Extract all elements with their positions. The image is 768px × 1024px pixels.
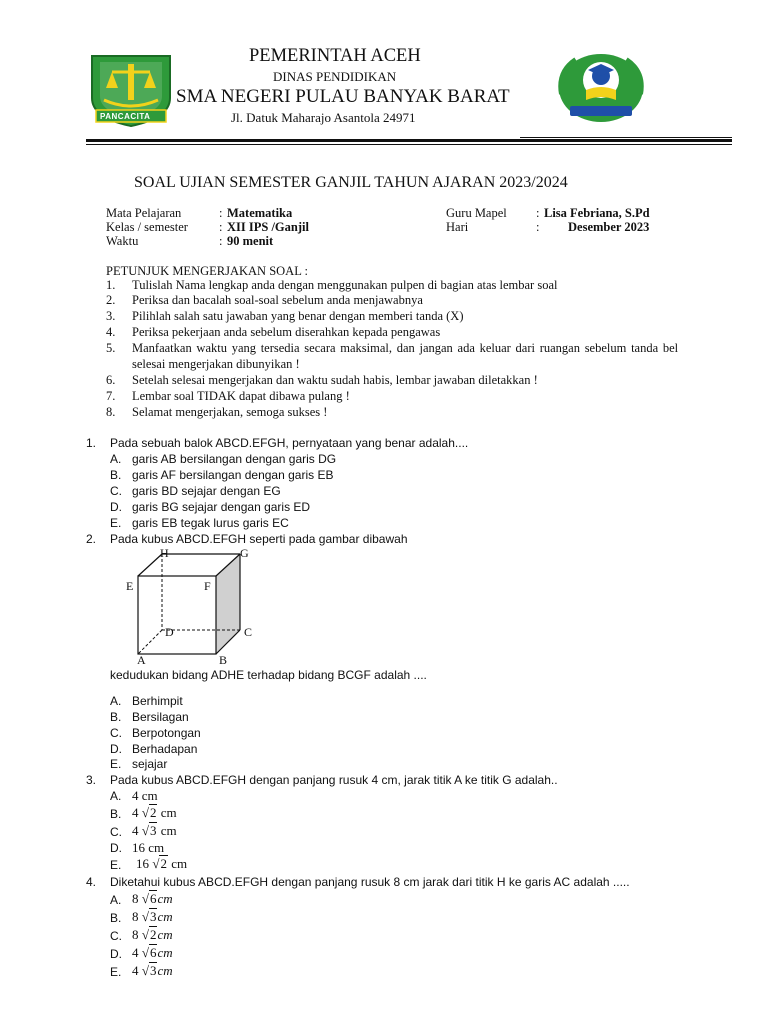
sqrt-sign: √	[141, 823, 149, 838]
question-text: Pada kubus ABCD.EFGH seperti pada gambar dibawah	[110, 532, 408, 546]
option-radicand: 2	[160, 856, 167, 871]
option-text	[132, 945, 173, 961]
header-rule-bottom	[86, 144, 732, 145]
option-radicand: 3	[149, 963, 157, 978]
option-text	[132, 963, 173, 979]
option-letter[interactable]: B.	[110, 710, 122, 724]
day-colon: :	[536, 220, 540, 234]
instruction-item: Lembar soal TIDAK dapat dibawa pulang !	[132, 389, 350, 403]
school-name: SMA NEGERI PULAU BANYAK BARAT	[176, 86, 510, 107]
option-text: garis BG sejajar dengan garis ED	[132, 500, 311, 514]
instruction-item: Periksa dan bacalah soal-soal sebelum anda menjawabnya	[132, 293, 423, 307]
teacher-label: Guru Mapel	[446, 206, 507, 220]
school-logo	[556, 50, 646, 126]
option-radicand: 6	[149, 945, 157, 960]
sqrt-sign: √	[141, 909, 149, 924]
cube-vertex-label: A	[137, 653, 146, 667]
instruction-number: 8.	[106, 405, 116, 419]
option-coefficient: 8	[132, 909, 139, 924]
option-radicand: 6	[149, 891, 157, 906]
cube-vertex-label: F	[204, 579, 211, 593]
exam-title: SOAL UJIAN SEMESTER GANJIL TAHUN AJARAN 2023/2024	[134, 174, 568, 191]
sqrt-sign: √	[141, 891, 149, 906]
option-unit: cm	[157, 823, 177, 838]
option-unit: cm	[157, 927, 173, 942]
cube-vertex-label: H	[160, 546, 169, 560]
option-text	[132, 927, 173, 943]
header-rule-thin	[520, 137, 732, 138]
subject-colon: :	[219, 206, 223, 220]
subject-value: Matematika	[227, 206, 293, 220]
instruction-item: Manfaatkan waktu yang tersedia secara maksimal, dan jangan ada keluar dari ruangan sebelum tanda bel	[132, 341, 679, 355]
option-letter[interactable]: B.	[110, 468, 122, 482]
instruction-number: 1.	[106, 278, 116, 292]
option-letter[interactable]: A.	[110, 893, 122, 907]
instruction-item: Periksa pekerjaan anda sebelum diserahkan kepada pengawas	[132, 325, 441, 339]
option-letter[interactable]: E.	[110, 858, 122, 872]
option-radicand: 3	[149, 823, 157, 838]
option-letter[interactable]: C.	[110, 825, 122, 839]
subject-label: Mata Pelajaran	[106, 206, 182, 220]
header-rule-thick	[86, 139, 732, 142]
time-colon: :	[219, 234, 223, 248]
letterhead-line1: PEMERINTAH ACEH	[249, 46, 421, 66]
letterhead-line2: DINAS PENDIDIKAN	[273, 69, 397, 84]
question-number: 2.	[86, 532, 97, 546]
option-unit: cm	[157, 963, 173, 978]
sqrt-sign: √	[152, 856, 160, 871]
option-text: garis AB bersilangan dengan garis DG	[132, 452, 337, 466]
option-coefficient: 8	[132, 891, 139, 906]
option-text: garis AF bersilangan dengan garis EB	[132, 468, 334, 482]
teacher-value: Lisa Febriana, S.Pd	[544, 206, 650, 220]
option-letter[interactable]: B.	[110, 911, 122, 925]
instruction-item-continued: selesai mengerjakan dibunyikan !	[132, 357, 300, 371]
option-text	[132, 788, 158, 804]
question-text: Pada kubus ABCD.EFGH dengan panjang rusuk 4 cm, jarak titik A ke titik G adalah..	[110, 773, 558, 787]
instruction-item: Setelah selesai mengerjakan dan waktu sudah habis, lembar jawaban diletakkan !	[132, 373, 538, 387]
option-unit: cm	[157, 891, 173, 906]
option-letter[interactable]: A.	[110, 452, 122, 466]
instruction-number: 3.	[106, 309, 116, 323]
option-letter[interactable]: B.	[110, 807, 122, 821]
option-letter[interactable]: D.	[110, 742, 122, 756]
cube-vertex-label: C	[244, 625, 253, 639]
option-unit: cm	[157, 805, 177, 820]
cube-figure	[120, 546, 270, 668]
option-coefficient: 16	[136, 856, 149, 871]
sqrt-sign: √	[141, 805, 149, 820]
option-letter[interactable]: E.	[110, 516, 122, 530]
time-label: Waktu	[106, 234, 139, 248]
option-text: garis BD sejajar dengan EG	[132, 484, 281, 498]
option-coefficient: 8	[132, 927, 139, 942]
option-text: Bersilagan	[132, 710, 189, 724]
option-letter[interactable]: E.	[110, 757, 122, 771]
instruction-item: Pilihlah salah satu jawaban yang benar dengan memberi tanda (X)	[132, 309, 464, 323]
option-letter[interactable]: C.	[110, 726, 122, 740]
option-text: garis EB tegak lurus garis EC	[132, 516, 289, 530]
class-value: XII IPS /Ganjil	[227, 220, 309, 234]
option-text	[136, 856, 187, 872]
option-letter[interactable]: D.	[110, 500, 122, 514]
question-number: 4.	[86, 875, 97, 889]
instruction-number: 7.	[106, 389, 116, 403]
cube-vertex-label: E	[126, 579, 134, 593]
cube-vertex-label: G	[240, 546, 249, 560]
sqrt-sign: √	[141, 927, 149, 942]
sqrt-sign: √	[141, 963, 149, 978]
option-coefficient: 4	[132, 823, 139, 838]
instruction-number: 2.	[106, 293, 116, 307]
class-label: Kelas / semester	[106, 220, 188, 234]
option-text: Berhadapan	[132, 742, 198, 756]
question-text: Pada sebuah balok ABCD.EFGH, pernyataan yang benar adalah....	[110, 436, 469, 450]
option-unit: cm	[157, 945, 173, 960]
class-colon: :	[219, 220, 223, 234]
time-value: 90 menit	[227, 234, 274, 248]
option-text	[132, 805, 177, 821]
option-coefficient: 4	[132, 805, 139, 820]
question-text: Diketahui kubus ABCD.EFGH dengan panjang rusuk 8 cm jarak dari titik H ke garis AC adalah .....	[110, 875, 630, 889]
option-value: 4 cm	[132, 788, 158, 803]
day-label: Hari	[446, 220, 469, 234]
question-number: 1.	[86, 436, 97, 450]
instruction-number: 5.	[106, 341, 116, 355]
instructions-heading: PETUNJUK MENGERJAKAN SOAL :	[106, 264, 308, 278]
cube-vertex-label: D	[165, 625, 174, 639]
sqrt-sign: √	[141, 945, 149, 960]
option-letter[interactable]: C.	[110, 929, 122, 943]
teacher-colon: :	[536, 206, 540, 220]
instruction-number: 4.	[106, 325, 116, 339]
school-address: Jl. Datuk Maharajo Asantola 24971	[231, 110, 416, 125]
option-text: sejajar	[132, 757, 168, 771]
option-coefficient: 4	[132, 963, 139, 978]
option-text: Berhimpit	[132, 694, 183, 708]
left-logo-label: PANCACITA	[100, 112, 151, 121]
option-letter[interactable]: A.	[110, 789, 122, 803]
option-unit: cm	[157, 909, 173, 924]
cube-vertex-label: B	[219, 653, 228, 667]
option-radicand: 3	[149, 909, 157, 924]
option-text	[132, 823, 177, 839]
day-value: Desember 2023	[568, 220, 650, 234]
option-letter[interactable]: C.	[110, 484, 122, 498]
option-radicand: 2	[149, 927, 157, 942]
option-letter[interactable]: A.	[110, 694, 122, 708]
option-unit: cm	[167, 856, 188, 871]
question-number: 3.	[86, 773, 97, 787]
instruction-item: Tulislah Nama lengkap anda dengan menggunakan pulpen di bagian atas lembar soal	[132, 278, 558, 292]
option-text	[132, 840, 164, 856]
option-value: 16 cm	[132, 840, 165, 855]
option-letter[interactable]: E.	[110, 965, 122, 979]
option-text: Berpotongan	[132, 726, 201, 740]
option-text	[132, 909, 173, 925]
option-radicand: 2	[149, 805, 157, 820]
option-letter[interactable]: D.	[110, 841, 122, 855]
option-coefficient: 4	[132, 945, 139, 960]
option-text	[132, 891, 173, 907]
instruction-number: 6.	[106, 373, 116, 387]
question-text-continued: kedudukan bidang ADHE terhadap bidang BCGF adalah ....	[110, 668, 427, 682]
instruction-item: Selamat mengerjakan, semoga sukses !	[132, 405, 328, 419]
option-letter[interactable]: D.	[110, 947, 122, 961]
